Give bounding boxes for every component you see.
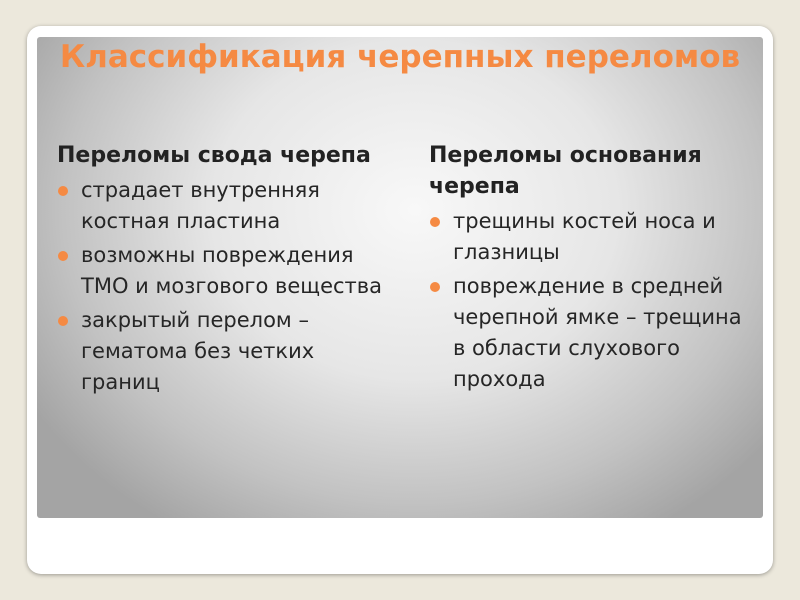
list-item [429, 206, 749, 268]
right-column-heading: Переломы основания черепа [429, 143, 702, 199]
left-column-heading: Переломы свода черепа [57, 143, 371, 168]
bullet-dot-icon [58, 251, 68, 261]
list-item [57, 240, 397, 302]
bullet-dot-icon [430, 217, 440, 227]
list-item-text: возможны повреждения ТМО и мозгового вещества [81, 243, 383, 298]
left-bullet-list [57, 175, 397, 398]
list-item-text: трещины костей носа и глазницы [453, 209, 716, 264]
list-item [429, 271, 749, 395]
left-column [57, 140, 397, 401]
slide-title: Классификация черепных переломов [59, 39, 741, 75]
bullet-dot-icon [58, 186, 68, 196]
list-item-text: повреждение в средней черепной ямке – трещина в области слухового прохода [453, 274, 742, 391]
list-item-text: страдает внутренняя костная пластина [81, 178, 320, 233]
list-item-text: закрытый перелом – гематома без четких границ [81, 308, 315, 394]
list-item [57, 175, 397, 237]
bullet-dot-icon [58, 316, 68, 326]
right-column [429, 140, 749, 398]
right-bullet-list [429, 206, 749, 395]
bullet-dot-icon [430, 282, 440, 292]
list-item [57, 305, 397, 398]
